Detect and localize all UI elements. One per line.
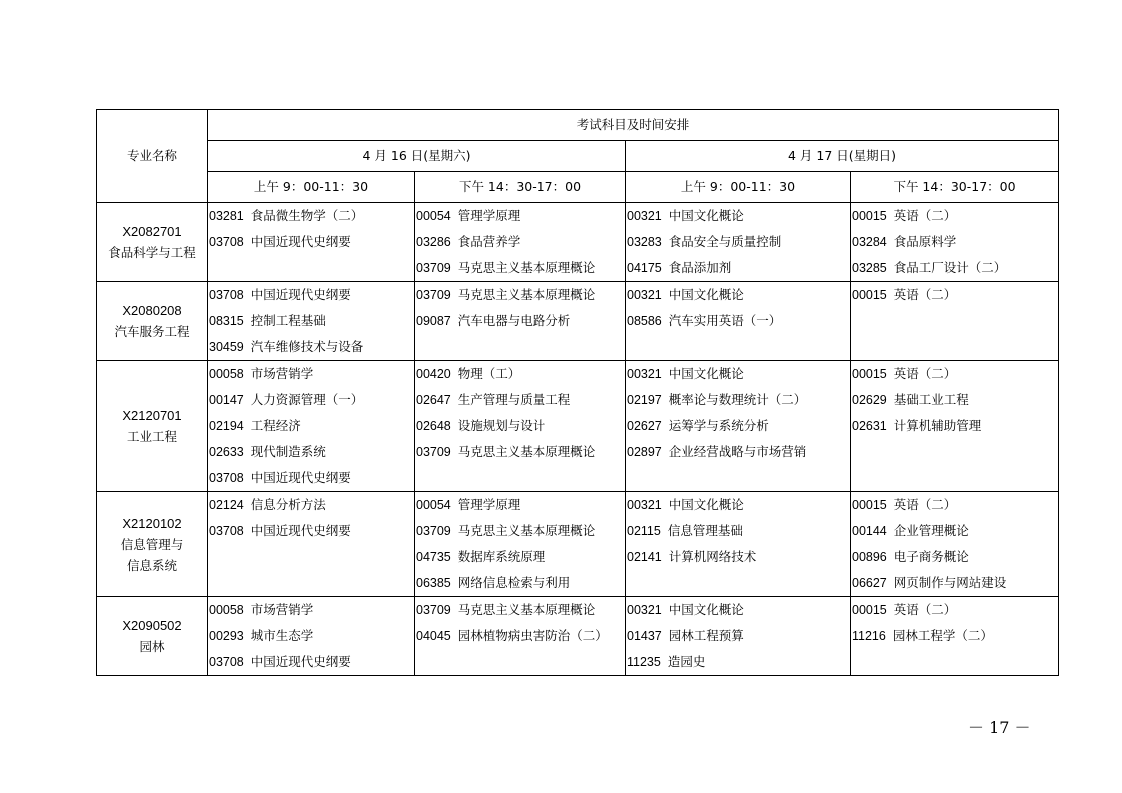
subject-item <box>415 597 625 623</box>
subject-item <box>415 387 625 413</box>
subject-item <box>851 361 1058 387</box>
subject-name: 中国近现代史纲要 <box>250 523 351 538</box>
subject-item <box>626 439 850 465</box>
subject-name: 管理学原理 <box>457 497 521 512</box>
subject-code: 00321 <box>627 288 662 302</box>
session-cell <box>851 203 1059 282</box>
header-row-sessions <box>97 172 1059 203</box>
subject-code: 01437 <box>627 629 662 643</box>
subject-name: 运筹学与系统分析 <box>668 418 769 433</box>
subject-code: 08315 <box>209 314 244 328</box>
subject-code: 11235 <box>627 655 661 669</box>
subject-code: 03283 <box>627 235 662 249</box>
subject-name: 英语（二） <box>893 366 957 381</box>
subject-name: 马克思主义基本原理概论 <box>457 444 596 459</box>
subject-name: 造园史 <box>667 654 706 669</box>
subject-code: 00321 <box>627 367 662 381</box>
subject-code: 00147 <box>209 393 244 407</box>
major-code: X2090502 <box>122 618 182 633</box>
subject-code: 02648 <box>416 419 451 433</box>
subject-item <box>851 413 1058 439</box>
subject-code: 00293 <box>209 629 244 643</box>
subject-item <box>626 308 850 334</box>
subject-name: 生产管理与质量工程 <box>457 392 571 407</box>
subject-item <box>208 361 414 387</box>
subject-code: 00321 <box>627 603 662 617</box>
session-cell <box>208 597 415 676</box>
major-name: 信息管理与 <box>120 536 184 552</box>
subject-code: 00321 <box>627 498 662 512</box>
session-cell <box>208 361 415 492</box>
subject-code: 11216 <box>852 629 886 643</box>
subject-item <box>208 439 414 465</box>
subject-item <box>626 387 850 413</box>
subject-name: 物理（工） <box>457 366 521 381</box>
table-row <box>97 492 1059 597</box>
subject-item <box>626 203 850 229</box>
subject-name: 设施规划与设计 <box>457 418 546 433</box>
subject-name: 中国文化概论 <box>668 497 744 512</box>
subject-name: 信息管理基础 <box>667 523 743 538</box>
subject-code: 03708 <box>209 471 244 485</box>
session-cell <box>851 361 1059 492</box>
major-name: 工业工程 <box>126 429 177 444</box>
subject-code: 03284 <box>852 235 887 249</box>
subject-item <box>415 492 625 518</box>
subject-name: 工程经济 <box>250 418 301 433</box>
subject-item <box>626 492 850 518</box>
header-row-title <box>97 110 1059 141</box>
subject-name: 英语（二） <box>893 287 957 302</box>
subject-code: 06627 <box>852 576 887 590</box>
subject-item <box>851 623 1058 649</box>
subject-code: 02629 <box>852 393 887 407</box>
session-cell <box>626 597 851 676</box>
subject-code: 00015 <box>852 367 887 381</box>
subject-name: 计算机辅助管理 <box>893 418 982 433</box>
subject-item <box>626 255 850 281</box>
subject-code: 04175 <box>627 261 662 275</box>
schedule-title: 考试科目及时间安排 <box>208 110 1059 141</box>
subject-item <box>415 544 625 570</box>
subject-code: 00054 <box>416 209 451 223</box>
subject-name: 中国近现代史纲要 <box>250 287 351 302</box>
subject-name: 马克思主义基本原理概论 <box>457 260 596 275</box>
page-number: － 17 － <box>968 718 1031 737</box>
subject-name: 马克思主义基本原理概论 <box>457 523 596 538</box>
subject-name: 食品微生物学（二） <box>250 208 364 223</box>
subject-code: 02897 <box>627 445 662 459</box>
subject-name: 食品安全与质量控制 <box>668 234 782 249</box>
subject-code: 03709 <box>416 445 451 459</box>
subject-name: 人力资源管理（一） <box>250 392 364 407</box>
subject-code: 02141 <box>627 550 662 564</box>
subject-code: 00015 <box>852 288 887 302</box>
subject-item <box>626 623 850 649</box>
subject-code: 03709 <box>416 261 451 275</box>
session-header-apr17-pm: 下午 14：30-17：00 <box>851 172 1059 203</box>
subject-name: 马克思主义基本原理概论 <box>457 287 596 302</box>
subject-name: 现代制造系统 <box>250 444 326 459</box>
subject-name: 食品工厂设计（二） <box>893 260 1007 275</box>
subject-name: 食品营养学 <box>457 234 521 249</box>
subject-item <box>851 282 1058 308</box>
subject-item <box>208 492 414 518</box>
session-cell <box>626 492 851 597</box>
subject-name: 城市生态学 <box>250 628 314 643</box>
subject-name: 中国文化概论 <box>668 208 744 223</box>
subject-item <box>208 518 414 544</box>
session-header-apr16-pm: 下午 14：30-17：00 <box>415 172 626 203</box>
session-cell <box>415 282 626 361</box>
subject-item <box>415 570 625 596</box>
session-cell <box>626 203 851 282</box>
header-row-days <box>97 141 1059 172</box>
subject-item <box>851 597 1058 623</box>
session-cell <box>415 492 626 597</box>
subject-code: 03285 <box>852 261 887 275</box>
subject-code: 04735 <box>416 550 451 564</box>
major-code: X2082701 <box>122 224 182 239</box>
subject-name: 英语（二） <box>893 602 957 617</box>
subject-code: 00015 <box>852 603 887 617</box>
major-cell <box>97 282 208 361</box>
subject-code: 03708 <box>209 235 244 249</box>
subject-name: 中国近现代史纲要 <box>250 470 351 485</box>
subject-item <box>851 570 1058 596</box>
subject-name: 中国文化概论 <box>668 287 744 302</box>
major-cell <box>97 361 208 492</box>
subject-item <box>208 465 414 491</box>
subject-item <box>851 255 1058 281</box>
subject-code: 03709 <box>416 524 451 538</box>
subject-code: 08586 <box>627 314 662 328</box>
subject-code: 02627 <box>627 419 662 433</box>
major-name: 食品科学与工程 <box>108 245 196 260</box>
subject-code: 02631 <box>852 419 887 433</box>
subject-name: 网页制作与网站建设 <box>893 575 1007 590</box>
session-cell <box>208 282 415 361</box>
major-name: 信息系统 <box>126 557 177 573</box>
subject-name: 管理学原理 <box>457 208 521 223</box>
subject-name: 网络信息检索与利用 <box>457 575 571 590</box>
subject-name: 中国文化概论 <box>668 366 744 381</box>
subject-item <box>208 282 414 308</box>
subject-code: 02194 <box>209 419 244 433</box>
subject-name: 园林植物病虫害防治（二） <box>457 628 608 643</box>
session-cell <box>415 203 626 282</box>
major-cell <box>97 492 208 597</box>
subject-code: 00420 <box>416 367 451 381</box>
subject-code: 00058 <box>209 603 244 617</box>
subject-code: 03708 <box>209 524 244 538</box>
subject-name: 汽车维修技术与设备 <box>250 339 364 354</box>
subject-name: 食品原料学 <box>893 234 957 249</box>
subject-item <box>626 597 850 623</box>
subject-name: 企业管理概论 <box>893 523 969 538</box>
subject-name: 市场营销学 <box>250 366 314 381</box>
subject-item <box>415 439 625 465</box>
subject-code: 00321 <box>627 209 662 223</box>
session-header-apr16-am: 上午 9：00-11：30 <box>208 172 415 203</box>
session-cell <box>208 492 415 597</box>
subject-item <box>415 361 625 387</box>
subject-code: 00054 <box>416 498 451 512</box>
subject-code: 30459 <box>209 340 244 354</box>
session-cell <box>208 203 415 282</box>
subject-name: 英语（二） <box>893 497 957 512</box>
day-header-apr17: 4 月 17 日(星期日) <box>626 141 1059 172</box>
subject-code: 04045 <box>416 629 451 643</box>
subject-item <box>208 597 414 623</box>
session-cell <box>851 282 1059 361</box>
subject-name: 园林工程学（二） <box>892 628 993 643</box>
table-row <box>97 203 1059 282</box>
subject-code: 02115 <box>627 524 661 538</box>
subject-code: 03286 <box>416 235 451 249</box>
subject-name: 市场营销学 <box>250 602 314 617</box>
major-name: 汽车服务工程 <box>114 324 190 339</box>
subject-code: 06385 <box>416 576 451 590</box>
subject-item <box>415 308 625 334</box>
subject-name: 计算机网络技术 <box>668 549 757 564</box>
major-name: 园林 <box>139 639 165 654</box>
major-cell <box>97 597 208 676</box>
subject-code: 09087 <box>416 314 451 328</box>
session-cell <box>851 597 1059 676</box>
subject-item <box>208 334 414 360</box>
subject-item <box>851 544 1058 570</box>
subject-code: 02124 <box>209 498 244 512</box>
subject-item <box>626 229 850 255</box>
subject-item <box>208 623 414 649</box>
major-name-header: 专业名称 <box>97 110 208 203</box>
subject-item <box>626 649 850 675</box>
subject-name: 汽车电器与电路分析 <box>457 313 571 328</box>
subject-name: 园林工程预算 <box>668 628 744 643</box>
subject-item <box>415 518 625 544</box>
subject-code: 02197 <box>627 393 662 407</box>
subject-name: 控制工程基础 <box>250 313 326 328</box>
subject-item <box>626 518 850 544</box>
day-header-apr16: 4 月 16 日(星期六) <box>208 141 626 172</box>
subject-name: 企业经营战略与市场营销 <box>668 444 807 459</box>
subject-name: 汽车实用英语（一） <box>668 313 782 328</box>
subject-name: 电子商务概论 <box>893 549 969 564</box>
subject-name: 信息分析方法 <box>250 497 326 512</box>
table-row <box>97 361 1059 492</box>
subject-item <box>626 413 850 439</box>
subject-code: 03708 <box>209 655 244 669</box>
subject-name: 基础工业工程 <box>893 392 969 407</box>
subject-name: 英语（二） <box>893 208 957 223</box>
subject-item <box>626 361 850 387</box>
subject-code: 00015 <box>852 209 887 223</box>
subject-code: 02647 <box>416 393 451 407</box>
major-code: X2120701 <box>122 408 182 423</box>
subject-code: 03708 <box>209 288 244 302</box>
session-cell <box>415 361 626 492</box>
subject-item <box>851 203 1058 229</box>
subject-item <box>626 544 850 570</box>
subject-item <box>851 492 1058 518</box>
subject-name: 中国近现代史纲要 <box>250 234 351 249</box>
subject-code: 03709 <box>416 603 451 617</box>
subject-item <box>208 413 414 439</box>
subject-item <box>415 203 625 229</box>
major-code: X2080208 <box>122 303 182 318</box>
session-cell <box>626 282 851 361</box>
subject-name: 食品添加剂 <box>668 260 732 275</box>
subject-code: 03281 <box>209 209 244 223</box>
session-cell <box>415 597 626 676</box>
major-code: X2120102 <box>122 515 182 531</box>
subject-item <box>208 308 414 334</box>
subject-code: 00144 <box>852 524 887 538</box>
subject-name: 数据库系统原理 <box>457 549 546 564</box>
session-header-apr17-am: 上午 9：00-11：30 <box>626 172 851 203</box>
subject-code: 00015 <box>852 498 887 512</box>
subject-name: 马克思主义基本原理概论 <box>457 602 596 617</box>
subject-item <box>208 387 414 413</box>
subject-item <box>851 229 1058 255</box>
subject-item <box>851 518 1058 544</box>
subject-code: 00058 <box>209 367 244 381</box>
subject-item <box>626 282 850 308</box>
subject-name: 中国文化概论 <box>668 602 744 617</box>
subject-item <box>415 229 625 255</box>
exam-schedule-table <box>96 109 1059 676</box>
major-cell <box>97 203 208 282</box>
subject-item <box>208 229 414 255</box>
subject-code: 02633 <box>209 445 244 459</box>
subject-item <box>208 203 414 229</box>
subject-name: 概率论与数理统计（二） <box>668 392 807 407</box>
subject-item <box>415 255 625 281</box>
subject-item <box>415 623 625 649</box>
table-row <box>97 282 1059 361</box>
session-cell <box>626 361 851 492</box>
subject-name: 中国近现代史纲要 <box>250 654 351 669</box>
subject-code: 00896 <box>852 550 887 564</box>
subject-item <box>415 282 625 308</box>
subject-item <box>208 649 414 675</box>
session-cell <box>851 492 1059 597</box>
subject-item <box>415 413 625 439</box>
subject-code: 03709 <box>416 288 451 302</box>
subject-item <box>851 387 1058 413</box>
table-row <box>97 597 1059 676</box>
